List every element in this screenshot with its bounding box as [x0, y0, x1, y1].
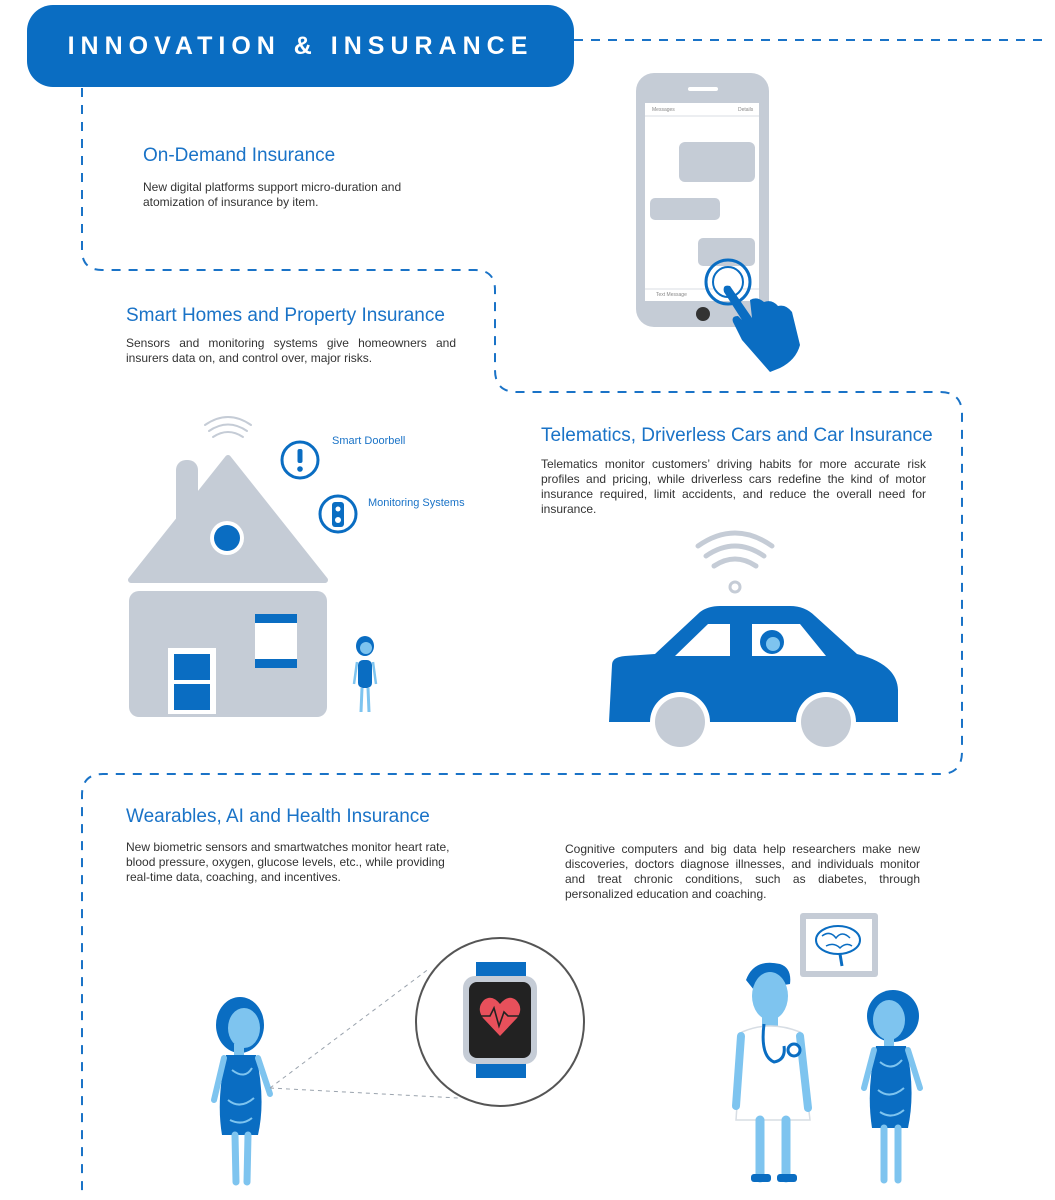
callout-smart-doorbell: Smart Doorbell [332, 435, 406, 447]
house-icon [129, 458, 327, 717]
section-title-on-demand: On-Demand Insurance [143, 145, 336, 166]
section-title-wearables: Wearables, AI and Health Insurance [126, 806, 430, 827]
section-text-wearables: New biometric sensors and smartwatches monitor heart rate, blood pressure, oxygen, glucose levels, etc., while providing real-time data, coaching, and incentives. [126, 840, 450, 884]
phone-header-right: Details [738, 107, 754, 113]
wifi-icon [698, 533, 772, 566]
woman-icon [214, 997, 270, 1182]
camera-sensor-icon [320, 496, 356, 532]
wifi-dot [730, 582, 740, 592]
doctor-icon [736, 963, 810, 1182]
woman-icon [354, 636, 376, 712]
section-title-smart-homes: Smart Homes and Property Insurance [126, 305, 445, 326]
woman-icon [864, 990, 920, 1180]
section-text-cognitive: Cognitive computers and big data help researchers make new discoveries, doctors diagnose illnesses, and individuals monitor and treat chronic conditions, such as diabetes, through personalized education and coaching. [565, 842, 920, 901]
wifi-icon [205, 417, 251, 437]
title-banner [27, 5, 574, 87]
section-text-smart-homes: Sensors and monitoring systems give homeowners and insurers data on, and control over, major risks. [126, 336, 456, 365]
page-title: INNOVATION & INSURANCE [67, 31, 534, 60]
callout-monitoring-systems: Monitoring Systems [368, 497, 465, 509]
section-title-telematics: Telematics, Driverless Cars and Car Insurance [541, 425, 933, 446]
brain-icon [800, 913, 878, 982]
car-icon [609, 606, 898, 752]
exclamation-icon [282, 442, 318, 478]
phone-input-placeholder: Text Message [656, 292, 687, 298]
section-text-on-demand: New digital platforms support micro-duration and atomization of insurance by item. [143, 180, 402, 209]
phone-header-left: Messages [652, 107, 675, 113]
section-text-telematics: Telematics monitor customers’ driving habits for more accurate risk profiles and pricing, while driverless cars redefine the kind of motor insurance required, limit accidents, and reduce the overall need for insurance. [541, 457, 926, 516]
